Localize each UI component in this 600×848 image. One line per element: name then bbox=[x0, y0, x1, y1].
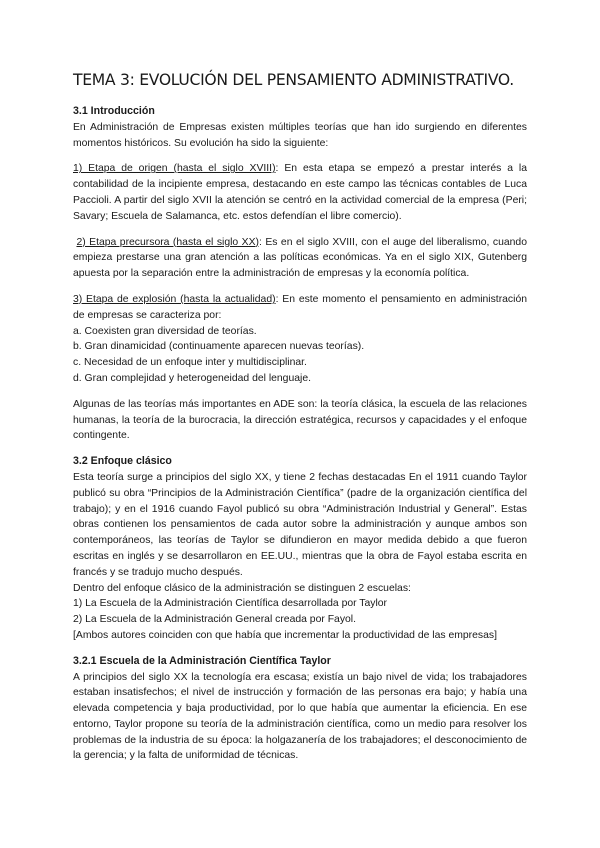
section-taylor bbox=[73, 654, 527, 765]
schools-intro-line: Dentro del enfoque clásico de la administración se distinguen 2 escuelas: bbox=[73, 582, 411, 594]
school-taylor-line: 1) La Escuela de la Administración Científica desarrollada por Taylor bbox=[73, 598, 388, 610]
stage-1-label: 1) Etapa de origen (hasta el siglo XVIII) bbox=[73, 163, 276, 175]
stage-1-paragraph bbox=[73, 161, 527, 224]
list-item: c. Necesidad de un enfoque inter y multidisciplinar. bbox=[73, 357, 307, 369]
stage-2-label: 2) Etapa precursora (hasta el siglo XX) bbox=[76, 236, 259, 248]
stage-2-text: : Es en el siglo XVIII, con el auge del liberalismo, cuando empieza prestarse una gran atención a las políticas económicas. Ya en el siglo XIX, Gutenberg apuesta por la separación entre la administración de empresas y la economía política. bbox=[73, 236, 527, 280]
section-heading: 3.1 Introducción bbox=[73, 105, 155, 117]
intro-paragraph: En Administración de Empresas existen múltiples teorías que han ido surgiendo en diferentes momentos históricos. Su evolución ha sido la siguiente: bbox=[73, 121, 527, 149]
list-item: d. Gran complejidad y heterogeneidad del lenguaje. bbox=[73, 372, 311, 384]
productivity-note: [Ambos autores coinciden con que había que incrementar la productividad de las empresas] bbox=[73, 629, 497, 641]
stage-1-text: : En esta etapa se empezó a prestar interés a la contabilidad de la incipiente empresa, destacando en este campo las técnicas contables de Luca Paccioli. A partir del siglo XVII la atención se centró en la actividad comercial de la empresa (Peri; Savary; Escuela de Salamanca, etc. estos defendían el libre comercio). bbox=[73, 163, 528, 222]
list-item: a. Coexisten gran diversidad de teorías. bbox=[73, 325, 257, 337]
theories-paragraph: Algunas de las teorías más importantes en ADE son: la teoría clásica, la escuela de las relaciones humanas, la teoría de la burocracia, la dirección estratégica, recursos y capacidades y el enfoque contingente. bbox=[73, 398, 527, 442]
section-enfoque-clasico bbox=[73, 454, 527, 644]
subsection-heading: 3.2.1 Escuela de la Administración Científica Taylor bbox=[73, 654, 331, 667]
characteristics-list bbox=[73, 324, 527, 387]
stage-3-paragraph bbox=[73, 292, 527, 324]
document-title: TEMA 3: EVOLUCIÓN DEL PENSAMIENTO ADMINISTRATIVO. bbox=[73, 71, 514, 89]
section-heading: 3.2 Enfoque clásico bbox=[73, 455, 172, 468]
taylor-paragraph: A principios del siglo XX la tecnología era escasa; existía un bajo nivel de vida; los trabajadores estaban insatisfechos; el nivel de instrucción y formación de las personas era bajo; y había una elevada competencia y baja productividad, por lo que había que aumentar la eficiencia. En ese entorno, Taylor propone su teoría de la administración científica, como un medio para resolver los problemas de la industria de su época: la holgazanería de los trabajadores; el desconocimiento de la gerencia; y la falta de uniformidad de técnicas. bbox=[73, 671, 527, 762]
school-fayol-line: 2) La Escuela de la Administración General creada por Fayol. bbox=[73, 614, 357, 626]
enfoque-paragraph: Esta teoría surge a principios del siglo XX, y tiene 2 fechas destacadas En el 1911 cuando Taylor publicó su obra “Principios de la Administración Científica” (padre de la organización científica del trabajo); y en el 1916 cuando Fayol publicó su obra “Administración Industrial y General”. Estas obras contienen los pensamientos de cada autor sobre la administración y aunque ambos son contemporáneos, las teorías de Taylor se difundieron en mayor medida debido a que fueron escritas en inglés y se desarrollaron en EE.UU., mientras que la obra de Fayol estaba escrita en francés y se tradujo mucho después. bbox=[73, 471, 527, 578]
stage-3-label: 3) Etapa de explosión (hasta la actualidad) bbox=[73, 293, 276, 305]
section-introduccion bbox=[73, 104, 527, 444]
stage-2-paragraph bbox=[73, 235, 527, 282]
stage-3-text: : En este momento el pensamiento en administración de empresas se caracteriza por: bbox=[73, 293, 527, 321]
list-item: b. Gran dinamicidad (continuamente aparecen nuevas teorías). bbox=[73, 341, 365, 353]
